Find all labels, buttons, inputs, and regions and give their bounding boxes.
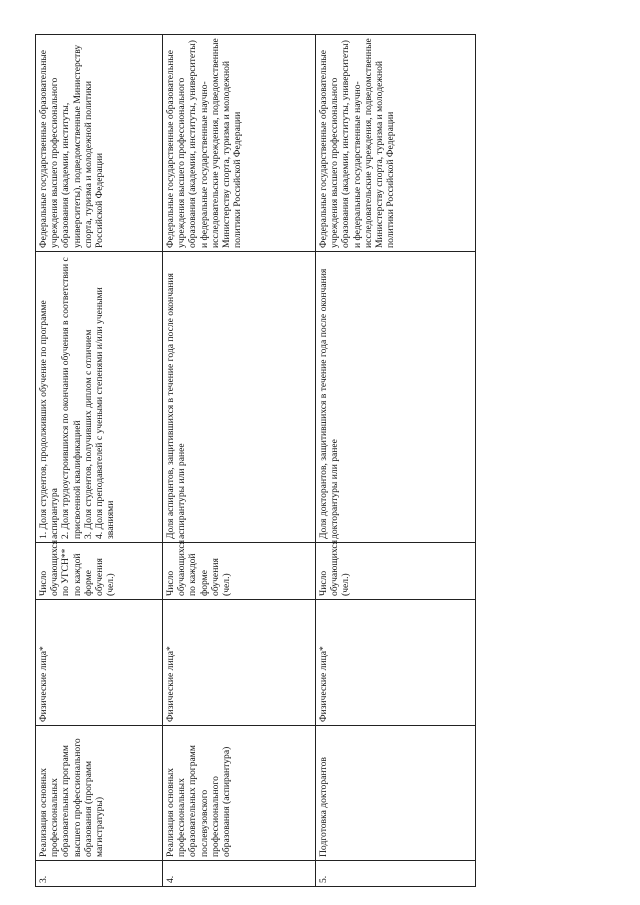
volume-unit: Число обучающихся по УГСН** по каждой форме обучения (чел.) (36, 543, 163, 600)
row-number: 3. (36, 861, 163, 887)
volume-unit: Число обучающихся (чел.) (316, 543, 476, 600)
quality-indicators (316, 252, 476, 543)
consumer-category: Физические лица* (36, 600, 163, 726)
executors: Федеральные государственные образовательные учреждения высшего профессионального образования (академии, институты, университеты) и федеральные государственные научно-исследовательские учреждения, подведомственные Министерству спорта, туризма и молодежной политики Российской Федерации (316, 35, 476, 252)
service-name: Реализация основных профессиональных образовательных программ высшего профессионального образования (программ магистратуры) (36, 726, 163, 861)
service-name: Подготовка докторантов (316, 726, 476, 861)
row-number: 4. (163, 861, 316, 887)
table-row (316, 35, 476, 887)
executors: Федеральные государственные образовательные учреждения высшего профессионального образования (академии, институты, университеты), подведомственные Министерству спорта, туризма и молодежной политики Российской Федерации (36, 35, 163, 252)
indicator-item: 2. Доля трудоустроившихся по окончании обучения в соответствии с присвоенной квалификацией (60, 257, 83, 539)
indicator-item: 3. Доля студентов, получивших диплом с отличием (82, 329, 94, 539)
indicator-item: 1. Доля студентов, продолживших обучение по программе аспирантура (38, 300, 61, 539)
consumer-category: Физические лица* (163, 600, 316, 726)
executors: Федеральные государственные образовательные учреждения высшего профессионального образования (академии, институты, университеты) и федеральные государственные научно-исследовательские учреждения, подведомственные Министерству спорта, туризма и молодежной политики Российской Федерации (163, 35, 316, 252)
quality-indicators (163, 252, 316, 543)
rotated-table-page (35, 35, 475, 887)
quality-indicators (36, 252, 163, 543)
services-table (35, 34, 476, 887)
indicator-item: Доля докторантов, защитившихся в течение года после окончания докторантуры или ранее (318, 268, 341, 539)
table-row (163, 35, 316, 887)
row-number: 5. (316, 861, 476, 887)
service-name: Реализация основных профессиональных образовательных программ послевузовского профессионального образования (аспирантура) (163, 726, 316, 861)
table-row (36, 35, 163, 887)
indicator-item: 4. Доля преподавателей с учеными степенями и/или учеными званиями (94, 287, 117, 539)
consumer-category: Физические лица* (316, 600, 476, 726)
indicator-item: Доля аспирантов, защитившихся в течение года после окончания аспирантуры или ранее (165, 273, 188, 539)
volume-unit: Число обучающихся по каждой форме обучения (чел.) (163, 543, 316, 600)
